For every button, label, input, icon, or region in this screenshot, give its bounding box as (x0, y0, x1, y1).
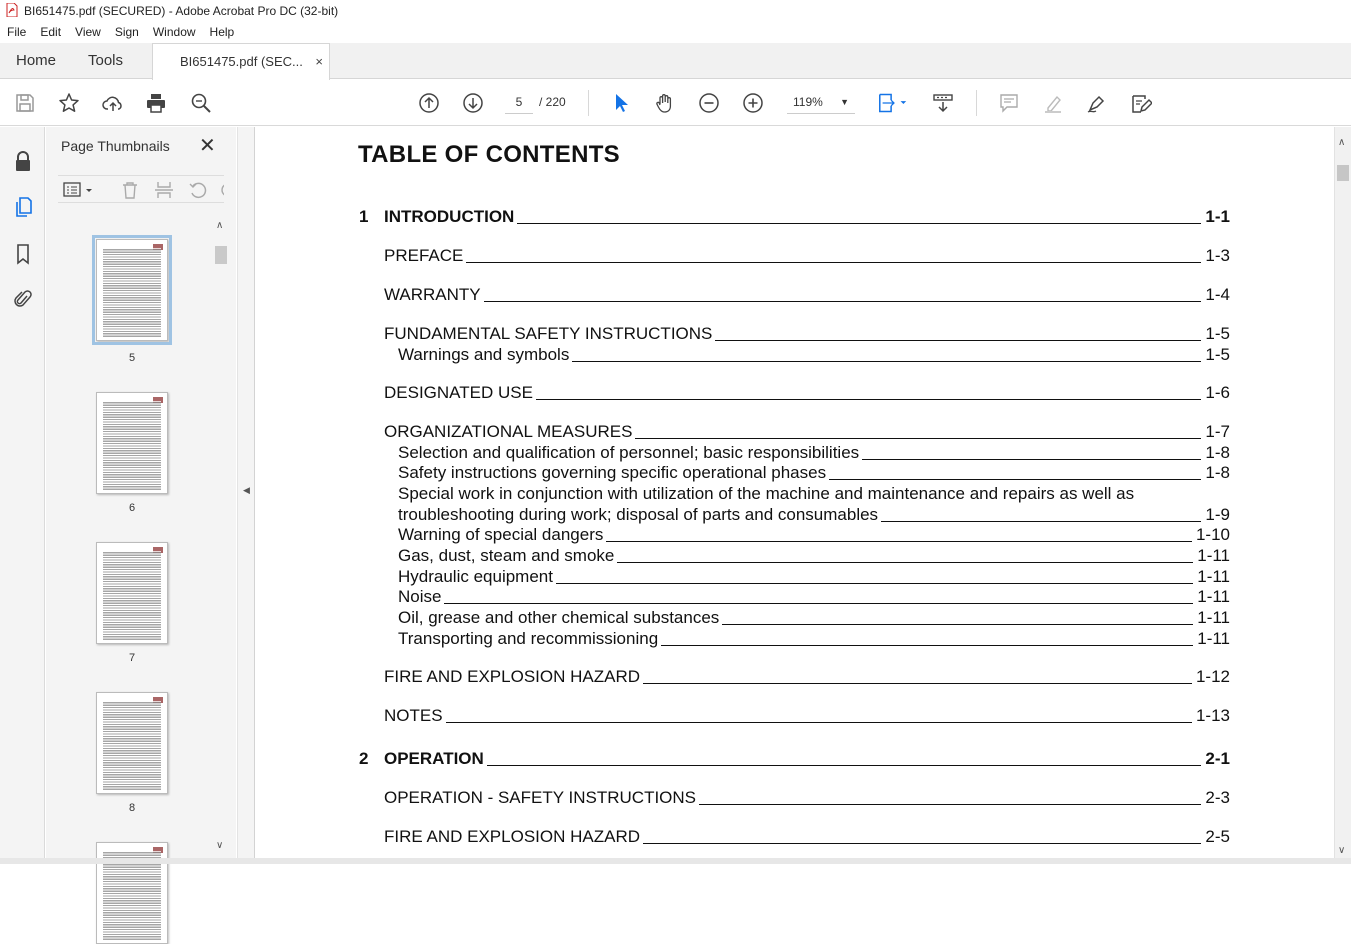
toc-entry[interactable] (384, 788, 1230, 808)
toc-entry-text: DESIGNATED USE (384, 383, 533, 402)
toc-page-number: 1-11 (1197, 608, 1230, 627)
toc-entry-text: Special work in conjunction with utilization of the machine and maintenance and repairs as well as (398, 484, 1135, 503)
toc-leader (444, 603, 1193, 604)
toc-entry-text: Gas, dust, steam and smoke (398, 546, 615, 565)
zoom-value: 119% (793, 95, 823, 109)
highlight-pen-icon[interactable] (1040, 90, 1066, 116)
toc-page-number: 1-8 (1205, 463, 1230, 482)
menu-file[interactable]: File (7, 25, 27, 39)
toc-entry-text: Selection and qualification of personnel; basic responsibilities (398, 443, 860, 462)
toc-leader (715, 340, 1201, 341)
toc-page-number: 1-12 (1195, 667, 1230, 686)
toc-leader (484, 301, 1202, 302)
toolbar-divider (588, 90, 589, 116)
page-thumbnail[interactable] (96, 392, 168, 494)
toc-entry[interactable] (398, 443, 1230, 463)
page-thumbnail[interactable] (96, 692, 168, 794)
toc-leader (536, 399, 1201, 400)
toc-entry[interactable] (398, 484, 1230, 504)
chevron-down-icon: ▼ (840, 97, 849, 107)
tab-home[interactable]: Home (16, 52, 57, 69)
extract-pages-icon[interactable] (154, 180, 174, 205)
thumbnail-tools (58, 175, 224, 203)
toolbar (0, 80, 1351, 126)
toc-entry-text: OPERATION - SAFETY INSTRUCTIONS (384, 788, 697, 807)
page-thumbnail[interactable] (96, 239, 168, 341)
print-icon[interactable] (143, 90, 169, 116)
toc-entry[interactable] (359, 207, 1230, 227)
page-number-input[interactable] (505, 90, 533, 114)
zoom-in-icon[interactable] (740, 90, 766, 116)
attachment-icon[interactable] (11, 287, 35, 311)
toc-leader (661, 645, 1193, 646)
toc-leader (643, 683, 1192, 684)
thumbnail-page-number: 7 (128, 652, 136, 664)
toc-entry-text: OPERATION (384, 749, 484, 768)
tab-document-label: BI651475.pdf (SEC... (180, 54, 303, 69)
toc-chapter-number: 2 (359, 749, 369, 768)
close-icon[interactable]: ✕ (199, 135, 216, 157)
trash-icon[interactable] (120, 180, 140, 205)
rotate-icon[interactable] (188, 180, 208, 205)
chevron-up-icon[interactable]: ∧ (216, 220, 224, 231)
page-total: / 220 (539, 95, 566, 109)
toc-page-number: 1-1 (1205, 207, 1230, 226)
document-page (256, 127, 1334, 864)
toc-page-number: 1-9 (1205, 505, 1230, 524)
toc-leader (517, 223, 1201, 224)
toc-page-number: 1-8 (1205, 443, 1230, 462)
menu-help[interactable]: Help (209, 25, 235, 39)
hand-tool-icon[interactable] (652, 90, 678, 116)
lock-icon[interactable] (11, 149, 35, 173)
toc-entry-text: troubleshooting during work; disposal of parts and consumables (398, 505, 879, 524)
page-layout-icon[interactable] (874, 90, 912, 116)
toc-entry[interactable] (398, 505, 1230, 525)
next-page-icon[interactable] (460, 90, 486, 116)
scrollbar-thumb[interactable] (1337, 165, 1349, 181)
thumbnail-text (103, 551, 161, 641)
toc-entry-text: WARRANTY (384, 285, 481, 304)
toc-leader (466, 262, 1201, 263)
toc-entry[interactable] (398, 629, 1230, 649)
toc-entry-text: ORGANIZATIONAL MEASURES (384, 422, 633, 441)
toc-entry-text: PREFACE (384, 246, 464, 265)
toc-entry[interactable] (398, 567, 1230, 587)
zoom-out-icon[interactable] (696, 90, 722, 116)
thumbnail-scrollbar[interactable] (214, 220, 228, 856)
toc-page-number: 1-5 (1205, 345, 1230, 364)
toc-leader (556, 583, 1193, 584)
toc-page-number: 1-13 (1195, 706, 1230, 725)
toc-entry[interactable] (398, 608, 1230, 628)
save-icon[interactable] (12, 90, 38, 116)
toc-page-number: 2-1 (1205, 749, 1230, 768)
page-title: TABLE OF CONTENTS (358, 141, 620, 168)
toc-entry[interactable] (398, 463, 1230, 483)
more-tools-icon[interactable] (218, 180, 224, 205)
toc-leader (862, 459, 1201, 460)
toc-entry-text: Safety instructions governing specific operational phases (398, 463, 827, 482)
toc-entry[interactable] (398, 345, 1230, 365)
zoom-select[interactable] (787, 90, 855, 114)
toc-page-number: 2-5 (1205, 827, 1230, 846)
select-cursor-icon[interactable] (608, 90, 634, 116)
tab-tools[interactable]: Tools (88, 52, 124, 69)
panel-collapse-handle[interactable] (237, 127, 255, 864)
comment-icon[interactable] (996, 90, 1022, 116)
toc-entry-text: Hydraulic equipment (398, 567, 553, 586)
bottom-scroll-strip (0, 858, 1351, 864)
thumbnails-panel (46, 127, 236, 864)
previous-page-icon[interactable] (416, 90, 442, 116)
title-bar (0, 0, 1351, 22)
toc-entry[interactable] (384, 383, 1230, 403)
toc-entry-text: NOTES (384, 706, 443, 725)
menu-window[interactable]: Window (152, 25, 196, 39)
toc-entry-text: Noise (398, 587, 442, 606)
thumbnail-text (103, 401, 161, 491)
toc-leader (446, 722, 1192, 723)
upload-cloud-icon[interactable] (100, 90, 126, 116)
thumbnail-page-number: 5 (128, 352, 136, 364)
toc-entry-text: Warning of special dangers (398, 525, 604, 544)
toc-entry[interactable] (384, 422, 1230, 442)
chevron-down-icon[interactable]: ∨ (216, 840, 224, 851)
toc-leader (829, 479, 1201, 480)
toc-entry[interactable] (384, 324, 1230, 344)
pdf-app-icon (6, 3, 18, 20)
toc-entry-text: Transporting and recommissioning (398, 629, 659, 648)
toc-leader (881, 521, 1201, 522)
toc-leader (487, 765, 1202, 766)
toc-entry[interactable] (384, 246, 1230, 266)
toc-page-number: 1-11 (1197, 629, 1230, 648)
toc-page-number: 1-11 (1197, 587, 1230, 606)
toc-entry[interactable] (359, 749, 1230, 769)
toc-leader (617, 562, 1193, 563)
thumbnail-text (103, 248, 161, 338)
chevron-left-icon[interactable]: ◀ (243, 485, 250, 495)
chevron-up-icon[interactable]: ∧ (1338, 137, 1346, 148)
page-thumbnail[interactable] (96, 542, 168, 644)
toc-entry-text: Oil, grease and other chemical substances (398, 608, 720, 627)
toc-page-number: 1-11 (1197, 567, 1230, 586)
thumbnail-page-number: 6 (128, 502, 136, 514)
star-icon[interactable] (56, 90, 82, 116)
toc-chapter-number: 1 (359, 207, 369, 226)
left-rail (0, 127, 45, 864)
toc-leader (635, 438, 1201, 439)
toc-entry[interactable] (384, 706, 1230, 726)
toc-page-number: 1-7 (1205, 422, 1230, 441)
menu-edit[interactable]: Edit (40, 25, 62, 39)
edit-form-icon[interactable] (1128, 90, 1154, 116)
thumbnail-page-number: 8 (128, 802, 136, 814)
toc-leader (643, 843, 1201, 844)
toc-entry-text: INTRODUCTION (384, 207, 515, 226)
toolbar-divider (976, 90, 977, 116)
toc-entry-text: FUNDAMENTAL SAFETY INSTRUCTIONS (384, 324, 713, 343)
tab-bar (0, 43, 1351, 79)
page-thumbnails-icon[interactable] (11, 195, 35, 219)
toc-page-number: 1-6 (1205, 383, 1230, 402)
thumbnail-text (103, 701, 161, 791)
panel-title: Page Thumbnails (61, 138, 170, 154)
document-scrollbar[interactable] (1334, 127, 1351, 864)
toc-leader (572, 361, 1201, 362)
tab-document[interactable] (152, 43, 330, 80)
toc-entry[interactable] (384, 667, 1230, 687)
toc-page-number: 1-11 (1197, 546, 1230, 565)
toc-page-number: 1-10 (1195, 525, 1230, 544)
menu-bar (0, 22, 1351, 42)
toc-leader (722, 624, 1193, 625)
chevron-down-icon[interactable]: ∨ (1338, 845, 1346, 856)
zoom-search-icon[interactable] (188, 90, 214, 116)
toc-leader (606, 541, 1192, 542)
tab-close-icon[interactable]: × (315, 54, 323, 69)
toc-page-number: 1-5 (1205, 324, 1230, 343)
sign-pen-icon[interactable] (1084, 90, 1110, 116)
menu-sign[interactable]: Sign (114, 25, 139, 39)
window-title: BI651475.pdf (SECURED) - Adobe Acrobat Pro DC (32-bit) (24, 4, 339, 18)
toc-page-number: 1-3 (1205, 246, 1230, 265)
toc-leader (699, 804, 1201, 805)
toc-entry[interactable] (384, 285, 1230, 305)
toc-entry[interactable] (398, 546, 1230, 566)
toc-page-number: 1-4 (1205, 285, 1230, 304)
menu-view[interactable]: View (75, 25, 101, 39)
toc-entry[interactable] (398, 525, 1230, 545)
scrollbar-thumb[interactable] (215, 246, 227, 264)
thumbnail-text (103, 851, 161, 941)
toc-page-number: 2-3 (1205, 788, 1230, 807)
toc-entry-text: Warnings and symbols (398, 345, 570, 364)
toc-entry-text: FIRE AND EXPLOSION HAZARD (384, 827, 640, 846)
toc-entry-text: FIRE AND EXPLOSION HAZARD (384, 667, 640, 686)
toc-entry[interactable] (398, 587, 1230, 607)
options-menu-icon[interactable] (62, 180, 96, 205)
bookmark-icon[interactable] (11, 242, 35, 266)
toc-entry[interactable] (384, 827, 1230, 847)
scroll-mode-icon[interactable] (930, 90, 956, 116)
